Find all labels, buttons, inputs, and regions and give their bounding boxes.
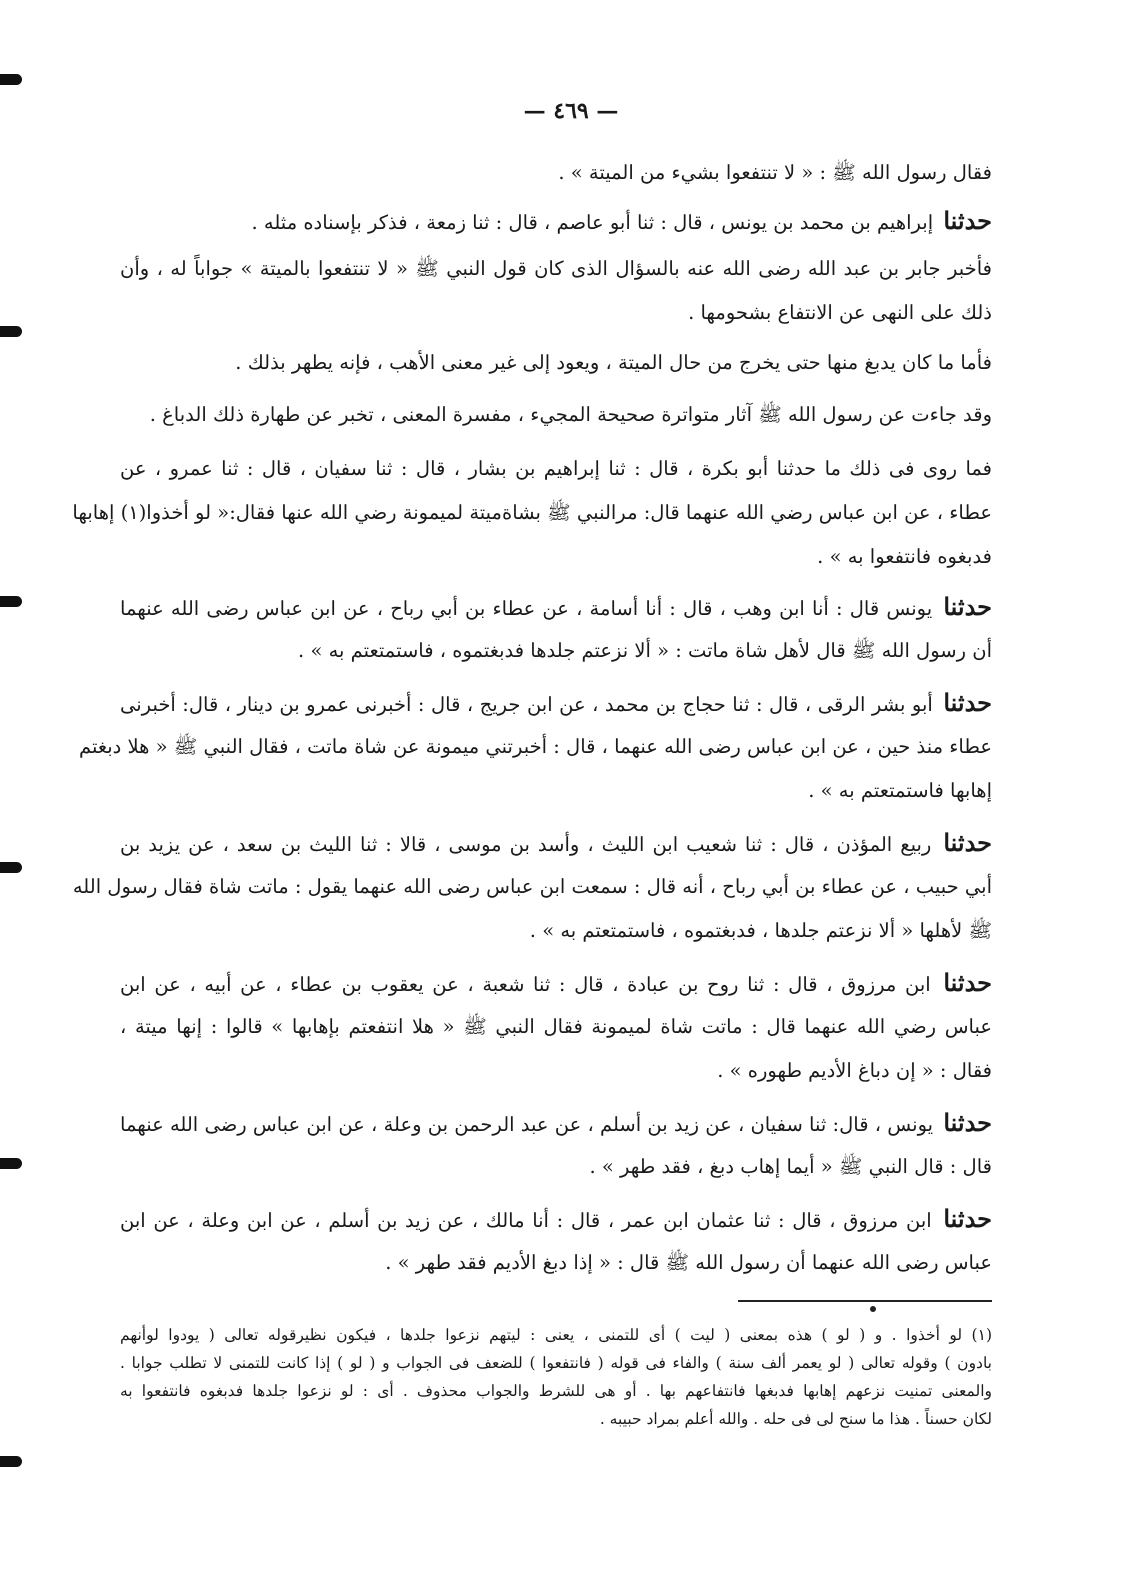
text-line <box>120 1248 992 1278</box>
line-text: ابن مرزوق ، قال : ثنا روح بن عبادة ، قال : ثنا شعبة ، عن يعقوب بن عطاء ، عن أبيه ، عن ابن <box>120 973 931 996</box>
text-line <box>120 254 992 284</box>
hadathana-keyword: حدثنا <box>943 968 992 997</box>
hadathana-keyword: حدثنا <box>943 1108 992 1137</box>
line-text: ابن مرزوق ، قال : ثنا عثمان ابن عمر ، قال : أنا مالك ، عن زيد بن أسلم ، عن ابن وعلة ، عن ابن <box>120 1209 932 1232</box>
line-text: يونس قال : أنا ابن وهب ، قال : أنا أسامة ، عن عطاء بن أبي رباح ، عن ابن عباس رضى الله عنهما <box>120 597 933 620</box>
text-line <box>120 1204 992 1236</box>
text-line <box>120 298 992 328</box>
line-text: أبي حبيب ، عن عطاء بن أبي رباح ، أنه قال : سمعت ابن عباس رضى الله عنهما يقول : ماتت شاة فقال رسول الله <box>72 875 992 898</box>
footnote-line: لكان حسناً . هذا ما سنح لى فى حله . والله أعلم بمراد حبيبه . <box>599 1410 992 1428</box>
binding-mark <box>0 74 22 85</box>
hadathana-keyword: حدثنا <box>943 206 992 235</box>
text-line <box>120 1012 992 1042</box>
binding-mark <box>0 326 22 337</box>
line-text: قال : قال النبي ﷺ « أيما إهاب دبغ ، فقد طهر » . <box>589 1155 992 1178</box>
text-line <box>120 636 992 666</box>
footnote-line: والمعنى تمنيت نزعهم إهابها فدبغها فانتفاعهم بها . أو هى للشرط والجواب محذوف . أى : لو نزعوا جلدها فدبغوه فانتفعوا به <box>120 1382 992 1400</box>
text-line <box>120 1152 992 1182</box>
footnote-line: بادون ) وقوله تعالى ( لو يعمر ألف سنة ) والفاء فى قوله ( فانتفعوا ) للضعف فى الجواب و ( لو ) إذا كانت للتمنى لا تطلب جوابا . <box>120 1354 992 1372</box>
text-line <box>120 206 992 238</box>
text-line <box>120 968 992 1000</box>
text-line <box>120 688 992 720</box>
text-line <box>120 1108 992 1140</box>
hadathana-keyword: حدثنا <box>943 688 992 717</box>
line-text: أن رسول الله ﷺ قال لأهل شاة ماتت : « ألا نزعتم جلدها فدبغتموه ، فاستمتعتم به » . <box>298 639 992 662</box>
line-text: ذلك على النهى عن الانتفاع بشحومها . <box>688 301 992 324</box>
text-line <box>120 828 992 860</box>
line-text: فقال رسول الله ﷺ : « لا تنتفعوا بشيء من الميتة » . <box>558 161 992 184</box>
binding-mark <box>0 1158 22 1169</box>
footnote-line: (١) لو أخذوا . و ( لو ) هذه بمعنى ( ليت ) أى للتمنى ، يعنى : ليتهم نزعوا جلدها ، فيكون نظيرقوله تعالى ( يودوا لوأنهم <box>120 1326 992 1344</box>
footnote-separator <box>738 1300 992 1302</box>
line-text: فقال : « إن دباغ الأديم طهوره » . <box>717 1059 992 1082</box>
line-text: إهابها فاستمتعتم به » . <box>808 779 992 802</box>
line-text: أبو بشر الرقى ، قال : ثنا حجاج بن محمد ، عن ابن جريج ، قال : أخبرنى عمرو بن دينار ، قال: أخبرنى <box>120 693 933 716</box>
line-text: فأخبر جابر بن عبد الله رضى الله عنه بالسؤال الذى كان قول النبي ﷺ « لا تنتفعوا بالميتة » جواباً له ، وأن <box>120 257 992 280</box>
hadathana-keyword: حدثنا <box>943 1204 992 1233</box>
text-line <box>120 592 992 624</box>
text-line <box>72 498 992 528</box>
line-text: فدبغوه فانتفعوا به » . <box>817 545 992 568</box>
text-line <box>120 916 992 946</box>
line-text: ﷺ لأهلها « ألا نزعتم جلدها ، فدبغتموه ، فاستمتعتم به » . <box>529 919 992 942</box>
hadathana-keyword: حدثنا <box>943 828 993 857</box>
text-line <box>120 400 992 430</box>
text-line <box>120 454 992 484</box>
line-text: عباس رضى الله عنهما أن رسول الله ﷺ قال : « إذا دبغ الأديم فقد طهر » . <box>385 1251 992 1274</box>
text-line <box>120 158 992 188</box>
line-text: عطاء منذ حين ، عن ابن عباس رضى الله عنهما ، قال : أخبرتني ميمونة عن شاة ماتت ، فقال النبي ﷺ « هلا دبغتم <box>78 735 992 758</box>
text-line <box>120 1056 992 1086</box>
line-text: ربيع المؤذن ، قال : ثنا شعيب ابن الليث ، وأسد بن موسى ، قالا : ثنا الليث بن سعد ، عن يزيد بن <box>120 833 932 856</box>
line-text: عباس رضي الله عنهما قال : ماتت شاة لميمونة فقال النبي ﷺ « هلا انتفعتم بإهابها » قالوا : إنها ميتة ، <box>120 1015 992 1038</box>
hadathana-keyword: حدثنا <box>943 592 992 621</box>
text-line <box>120 542 992 572</box>
line-text: وقد جاءت عن رسول الله ﷺ آثار متواترة صحيحة المجيء ، مفسرة المعنى ، تخبر عن طهارة ذلك الدباغ . <box>149 403 992 426</box>
line-text: عطاء ، عن ابن عباس رضي الله عنهما قال: مرالنبي ﷺ بشاةميتة لميمونة رضي الله عنها فقال:« لو أخذوا(١) إهابها <box>72 501 992 524</box>
text-line <box>72 872 992 902</box>
text-line <box>120 348 992 378</box>
text-line <box>78 732 992 762</box>
binding-mark <box>0 596 22 607</box>
line-text: يونس ، قال: ثنا سفيان ، عن زيد بن أسلم ، عن عبد الرحمن بن وعلة ، عن ابن عباس رضى الله عنهما <box>120 1113 934 1136</box>
binding-mark <box>0 862 22 873</box>
line-text: إبراهيم بن محمد بن يونس ، قال : ثنا أبو عاصم ، قال : ثنا زمعة ، فذكر بإسناده مثله . <box>251 211 934 234</box>
page-number: — ٤٦٩ — <box>523 98 619 124</box>
text-line <box>120 776 992 806</box>
binding-mark <box>0 1456 22 1467</box>
line-text: فأما ما كان يدبغ منها حتى يخرج من حال الميتة ، ويعود إلى غير معنى الأهب ، فإنه يطهر بذلك . <box>235 351 992 374</box>
separator-mark <box>870 1306 876 1312</box>
line-text: فما روى فى ذلك ما حدثنا أبو بكرة ، قال : ثنا إبراهيم بن بشار ، قال : ثنا سفيان ، قال : ثنا عمرو ، عن <box>120 457 992 480</box>
